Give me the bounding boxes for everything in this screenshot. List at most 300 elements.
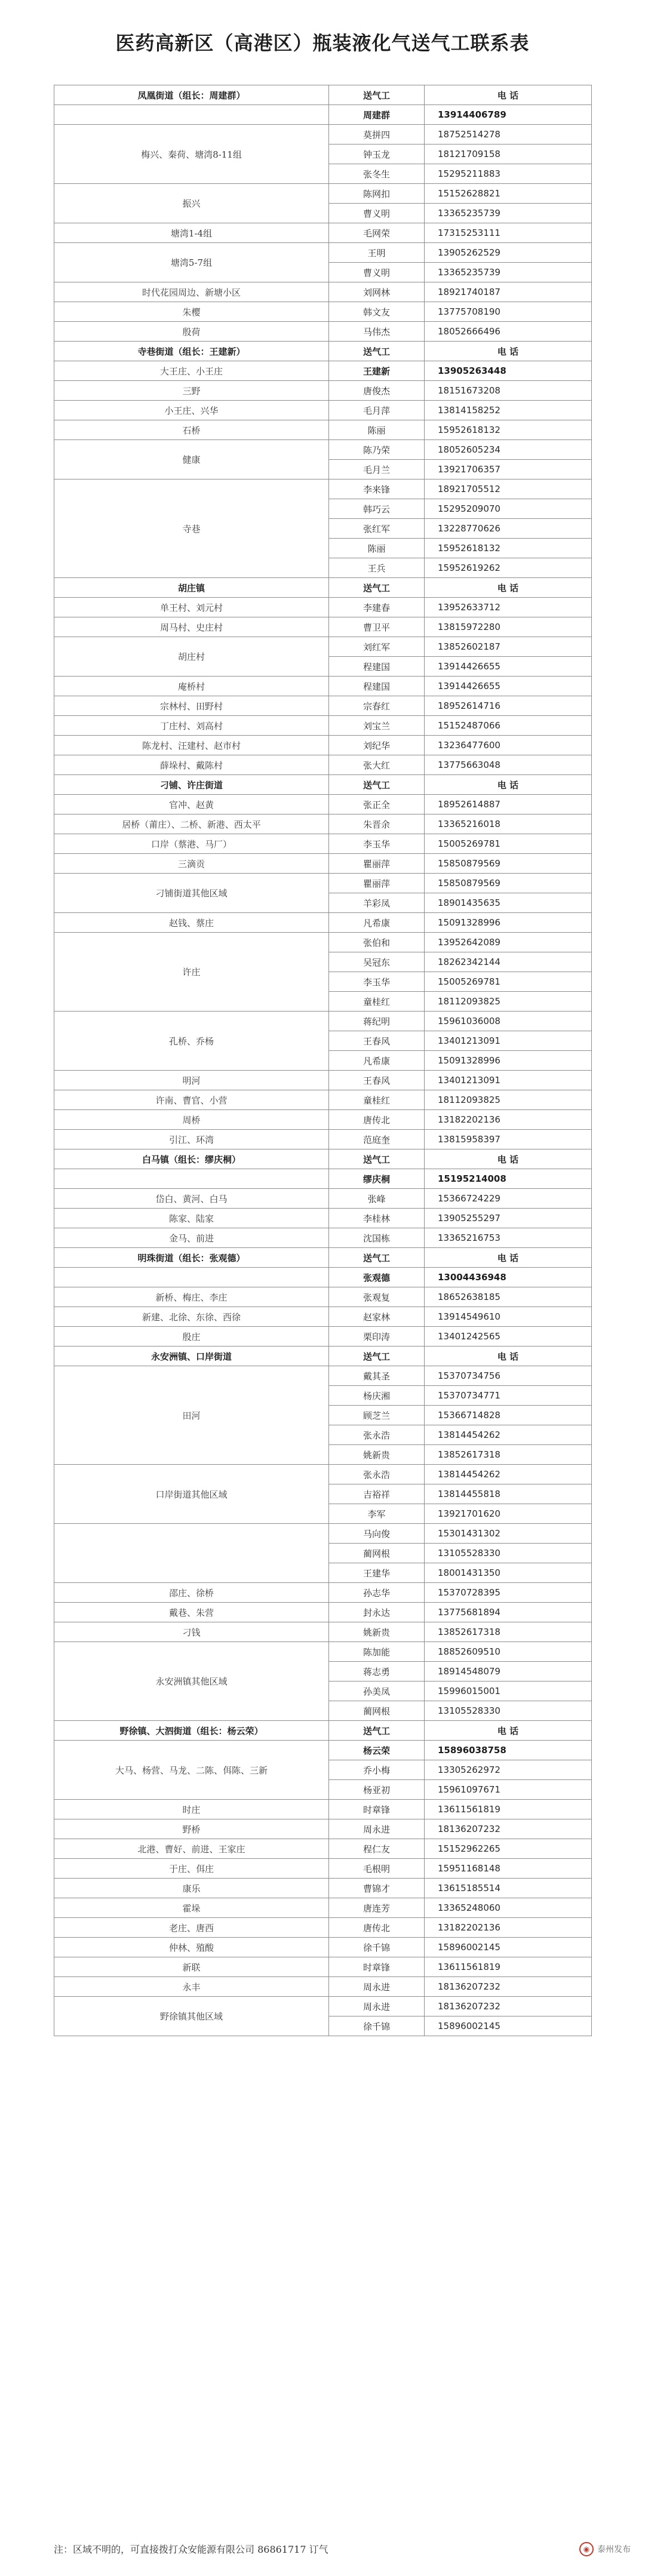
table-row	[54, 361, 592, 381]
section-header-row	[54, 1347, 592, 1366]
phone-cell: 15896002145	[425, 1938, 592, 1957]
phone-cell: 13228770626	[425, 519, 592, 539]
area-cell: 明河	[54, 1071, 329, 1090]
contact-table	[54, 85, 592, 2036]
area-cell: 寺巷	[54, 479, 329, 578]
worker-name-cell: 王春风	[329, 1031, 425, 1051]
table-row	[54, 1879, 592, 1898]
worker-name-cell: 毛月兰	[329, 460, 425, 479]
worker-name-cell: 沈国栋	[329, 1228, 425, 1248]
phone-cell: 18921740187	[425, 282, 592, 302]
phone-cell: 13914426655	[425, 657, 592, 677]
area-cell: 陈家、陆家	[54, 1209, 329, 1228]
table-row	[54, 1859, 592, 1879]
area-cell: 梅兴、秦荷、塘湾8-11组	[54, 125, 329, 184]
table-row	[54, 1228, 592, 1248]
phone-cell: 18151673208	[425, 381, 592, 401]
phone-cell: 13182202136	[425, 1110, 592, 1130]
phone-cell: 13852602187	[425, 637, 592, 657]
worker-name-cell: 姚新贵	[329, 1445, 425, 1465]
table-row	[54, 1366, 592, 1386]
worker-name-cell: 吴冠东	[329, 952, 425, 972]
table-row	[54, 736, 592, 755]
phone-cell: 13305262972	[425, 1760, 592, 1780]
phone-cell: 13236477600	[425, 736, 592, 755]
worker-name-cell: 张大红	[329, 755, 425, 775]
phone-cell: 13952642089	[425, 933, 592, 952]
worker-name-cell: 唐传北	[329, 1918, 425, 1938]
phone-cell: 13814454262	[425, 1425, 592, 1445]
phone-cell: 13611561819	[425, 1800, 592, 1819]
worker-name-cell: 刘纪华	[329, 736, 425, 755]
worker-name-cell: 张峰	[329, 1189, 425, 1209]
phone-cell: 15952619262	[425, 558, 592, 578]
phone-cell: 18136207232	[425, 1977, 592, 1997]
worker-name-cell: 缪庆桐	[329, 1169, 425, 1189]
worker-name-cell: 李玉华	[329, 834, 425, 854]
section-header-phone: 电 话	[425, 1721, 592, 1741]
area-cell: 赵钱、蔡庄	[54, 913, 329, 933]
table-row	[54, 1938, 592, 1957]
phone-cell: 15896038758	[425, 1741, 592, 1760]
worker-name-cell: 王建新	[329, 361, 425, 381]
watermark	[579, 2540, 631, 2558]
phone-cell: 13814454262	[425, 1465, 592, 1484]
phone-cell: 15195214008	[425, 1169, 592, 1189]
area-cell: 北港、曹好、前进、王家庄	[54, 1839, 329, 1859]
area-cell: 周桥	[54, 1110, 329, 1130]
area-cell: 塘湾5-7组	[54, 243, 329, 282]
worker-name-cell: 乔小梅	[329, 1760, 425, 1780]
table-row	[54, 1287, 592, 1307]
table-row	[54, 1130, 592, 1149]
phone-cell: 18901435635	[425, 893, 592, 913]
area-cell: 健康	[54, 440, 329, 479]
area-cell: 小王庄、兴华	[54, 401, 329, 420]
worker-name-cell: 蒋纪明	[329, 1012, 425, 1031]
section-header-name: 送气工	[329, 578, 425, 598]
area-cell: 时庄	[54, 1800, 329, 1819]
area-cell: 新建、北徐、东徐、西徐	[54, 1307, 329, 1327]
area-cell: 野桥	[54, 1819, 329, 1839]
worker-name-cell: 宗春红	[329, 696, 425, 716]
phone-cell: 13365248060	[425, 1898, 592, 1918]
phone-cell: 15370734771	[425, 1386, 592, 1406]
phone-cell: 15850879569	[425, 874, 592, 893]
phone-cell: 15152487066	[425, 716, 592, 736]
phone-cell: 13914426655	[425, 677, 592, 696]
phone-cell: 18112093825	[425, 992, 592, 1012]
worker-name-cell: 钟玉龙	[329, 145, 425, 164]
table-row	[54, 1327, 592, 1347]
area-cell: 引江、环湾	[54, 1130, 329, 1149]
area-cell: 霍垛	[54, 1898, 329, 1918]
phone-cell: 13852617318	[425, 1445, 592, 1465]
phone-cell: 13815972280	[425, 617, 592, 637]
section-header-name: 送气工	[329, 1149, 425, 1169]
phone-cell: 15961097671	[425, 1780, 592, 1800]
worker-name-cell: 时章锋	[329, 1957, 425, 1977]
table-row	[54, 223, 592, 243]
table-row	[54, 1800, 592, 1819]
worker-name-cell: 朱晋余	[329, 814, 425, 834]
area-cell: 三滴贡	[54, 854, 329, 874]
area-cell: 庵桥村	[54, 677, 329, 696]
area-cell: 殷荷	[54, 322, 329, 342]
phone-cell: 18052605234	[425, 440, 592, 460]
table-row	[54, 795, 592, 814]
phone-cell: 13365235739	[425, 263, 592, 282]
phone-cell: 18052666496	[425, 322, 592, 342]
area-cell: 于庄、佴庄	[54, 1859, 329, 1879]
phone-cell: 15295209070	[425, 499, 592, 519]
page-title: 医药高新区（高港区）瓶装液化气送气工联系表	[115, 32, 530, 54]
phone-cell: 15091328996	[425, 1051, 592, 1071]
worker-name-cell: 瞿丽萍	[329, 854, 425, 874]
worker-name-cell: 刘宝兰	[329, 716, 425, 736]
phone-cell: 13365216753	[425, 1228, 592, 1248]
table-row	[54, 1169, 592, 1189]
area-cell: 刁铺街道其他区域	[54, 874, 329, 913]
table-row	[54, 440, 592, 460]
section-header-area: 凤凰街道（组长：周建群）	[54, 85, 329, 105]
phone-cell: 18752514278	[425, 125, 592, 145]
phone-cell: 15996015001	[425, 1682, 592, 1701]
area-cell	[54, 1524, 329, 1583]
table-row	[54, 696, 592, 716]
worker-name-cell: 顾芝兰	[329, 1406, 425, 1425]
phone-cell: 15951168148	[425, 1859, 592, 1879]
worker-name-cell: 张观德	[329, 1268, 425, 1287]
worker-name-cell: 栗印涛	[329, 1327, 425, 1347]
worker-name-cell: 周永进	[329, 1819, 425, 1839]
phone-cell: 15005269781	[425, 972, 592, 992]
table-row	[54, 1741, 592, 1760]
phone-cell: 13775708190	[425, 302, 592, 322]
area-cell: 殷庄	[54, 1327, 329, 1347]
worker-name-cell: 杨亚初	[329, 1780, 425, 1800]
worker-name-cell: 周永进	[329, 1977, 425, 1997]
worker-name-cell: 王春风	[329, 1071, 425, 1090]
table-row	[54, 1524, 592, 1544]
area-cell: 塘湾1-4组	[54, 223, 329, 243]
section-header-row	[54, 1721, 592, 1741]
worker-name-cell: 唐连芳	[329, 1898, 425, 1918]
area-cell: 刁钱	[54, 1622, 329, 1642]
area-cell: 永丰	[54, 1977, 329, 1997]
phone-cell: 15370734756	[425, 1366, 592, 1386]
table-row	[54, 637, 592, 657]
worker-name-cell: 蔺网根	[329, 1544, 425, 1563]
phone-cell: 18914548079	[425, 1662, 592, 1682]
phone-cell: 13365216018	[425, 814, 592, 834]
phone-cell: 13182202136	[425, 1918, 592, 1938]
table-row	[54, 184, 592, 204]
area-cell: 野徐镇其他区域	[54, 1997, 329, 2036]
area-cell: 新桥、梅庄、李庄	[54, 1287, 329, 1307]
worker-name-cell: 李建春	[329, 598, 425, 617]
area-cell: 田河	[54, 1366, 329, 1465]
worker-name-cell: 羊彩凤	[329, 893, 425, 913]
table-row	[54, 322, 592, 342]
worker-name-cell: 张正全	[329, 795, 425, 814]
table-row	[54, 874, 592, 893]
phone-cell: 13905255297	[425, 1209, 592, 1228]
phone-cell: 18001431350	[425, 1563, 592, 1583]
section-header-area: 寺巷街道（组长：王建新）	[54, 342, 329, 361]
worker-name-cell: 凡希康	[329, 1051, 425, 1071]
phone-cell: 15961036008	[425, 1012, 592, 1031]
worker-name-cell: 瞿丽萍	[329, 874, 425, 893]
watermark-logo-icon: ◉	[579, 2542, 594, 2556]
area-cell	[54, 1169, 329, 1189]
worker-name-cell: 曹义明	[329, 263, 425, 282]
worker-name-cell: 王建华	[329, 1563, 425, 1583]
area-cell: 胡庄村	[54, 637, 329, 677]
phone-cell: 13615185514	[425, 1879, 592, 1898]
watermark-label: 泰州发布	[597, 2545, 631, 2555]
phone-cell: 18136207232	[425, 1997, 592, 2016]
table-row	[54, 1839, 592, 1859]
worker-name-cell: 刘红军	[329, 637, 425, 657]
worker-name-cell: 毛网荣	[329, 223, 425, 243]
worker-name-cell: 戴其圣	[329, 1366, 425, 1386]
phone-cell: 18852609510	[425, 1642, 592, 1662]
area-cell: 许庄	[54, 933, 329, 1012]
phone-cell: 13775663048	[425, 755, 592, 775]
phone-cell: 13401213091	[425, 1071, 592, 1090]
worker-name-cell: 蒋志勇	[329, 1662, 425, 1682]
worker-name-cell: 曹义明	[329, 204, 425, 223]
table-row	[54, 1189, 592, 1209]
worker-name-cell: 陈乃荣	[329, 440, 425, 460]
worker-name-cell: 张永浩	[329, 1425, 425, 1445]
phone-cell: 15952618132	[425, 420, 592, 440]
phone-cell: 13105528330	[425, 1701, 592, 1721]
worker-name-cell: 张观复	[329, 1287, 425, 1307]
phone-cell: 13952633712	[425, 598, 592, 617]
worker-name-cell: 程仁友	[329, 1839, 425, 1859]
worker-name-cell: 张永浩	[329, 1465, 425, 1484]
worker-name-cell: 韩巧云	[329, 499, 425, 519]
worker-name-cell: 王明	[329, 243, 425, 263]
phone-cell: 15366724229	[425, 1189, 592, 1209]
table-row	[54, 1583, 592, 1603]
worker-name-cell: 凡希康	[329, 913, 425, 933]
section-header-area: 明珠街道（组长：张观德）	[54, 1248, 329, 1268]
phone-cell: 13905263448	[425, 361, 592, 381]
worker-name-cell: 周建群	[329, 105, 425, 125]
area-cell	[54, 105, 329, 125]
phone-cell: 13814158252	[425, 401, 592, 420]
phone-cell: 15295211883	[425, 164, 592, 184]
section-header-phone: 电 话	[425, 342, 592, 361]
table-row	[54, 420, 592, 440]
area-cell: 老庄、唐西	[54, 1918, 329, 1938]
worker-name-cell: 孙志华	[329, 1583, 425, 1603]
section-header-phone: 电 话	[425, 85, 592, 105]
worker-name-cell: 李来锋	[329, 479, 425, 499]
table-row	[54, 401, 592, 420]
section-header-phone: 电 话	[425, 1347, 592, 1366]
worker-name-cell: 张冬生	[329, 164, 425, 184]
worker-name-cell: 马伟杰	[329, 322, 425, 342]
phone-cell: 15005269781	[425, 834, 592, 854]
section-header-phone: 电 话	[425, 578, 592, 598]
section-header-phone: 电 话	[425, 775, 592, 795]
table-row	[54, 834, 592, 854]
table-row	[54, 1997, 592, 2016]
table-row	[54, 1603, 592, 1622]
section-header-area: 刁铺、许庄街道	[54, 775, 329, 795]
worker-name-cell: 赵家林	[329, 1307, 425, 1327]
phone-cell: 15152962265	[425, 1839, 592, 1859]
phone-cell: 13401213091	[425, 1031, 592, 1051]
phone-cell: 15091328996	[425, 913, 592, 933]
phone-cell: 13401242565	[425, 1327, 592, 1347]
worker-name-cell: 陈丽	[329, 539, 425, 558]
section-header-name: 送气工	[329, 342, 425, 361]
worker-name-cell: 毛根明	[329, 1859, 425, 1879]
area-cell: 永安洲镇其他区域	[54, 1642, 329, 1721]
table-row	[54, 1622, 592, 1642]
worker-name-cell: 范庭奎	[329, 1130, 425, 1149]
section-header-phone: 电 话	[425, 1248, 592, 1268]
section-header-area: 野徐镇、大泗街道（组长：杨云荣）	[54, 1721, 329, 1741]
phone-cell: 13852617318	[425, 1622, 592, 1642]
phone-cell: 13814455818	[425, 1484, 592, 1504]
contact-table-body	[54, 85, 592, 2036]
phone-cell: 13921701620	[425, 1504, 592, 1524]
table-row	[54, 1268, 592, 1287]
table-row	[54, 755, 592, 775]
area-cell: 陈龙村、汪建村、赵市村	[54, 736, 329, 755]
worker-name-cell: 李桂林	[329, 1209, 425, 1228]
phone-cell: 18921705512	[425, 479, 592, 499]
area-cell: 宗林村、田野村	[54, 696, 329, 716]
area-cell: 金马、前进	[54, 1228, 329, 1248]
contact-table-container	[54, 85, 591, 2036]
section-header-name: 送气工	[329, 85, 425, 105]
area-cell: 口岸街道其他区域	[54, 1465, 329, 1524]
area-cell: 大马、杨营、马龙、二陈、佴陈、三新	[54, 1741, 329, 1800]
worker-name-cell: 王兵	[329, 558, 425, 578]
worker-name-cell: 李军	[329, 1504, 425, 1524]
table-row	[54, 125, 592, 145]
section-header-row	[54, 342, 592, 361]
phone-cell: 18652638185	[425, 1287, 592, 1307]
section-header-phone: 电 话	[425, 1149, 592, 1169]
phone-cell: 15366714828	[425, 1406, 592, 1425]
worker-name-cell: 张红军	[329, 519, 425, 539]
table-row	[54, 617, 592, 637]
worker-name-cell: 徐千锦	[329, 2016, 425, 2036]
area-cell: 薛垛村、戴陈村	[54, 755, 329, 775]
table-row	[54, 598, 592, 617]
table-row	[54, 854, 592, 874]
table-row	[54, 105, 592, 125]
area-cell: 口岸（蔡港、马厂）	[54, 834, 329, 854]
table-row	[54, 933, 592, 952]
section-header-row	[54, 775, 592, 795]
worker-name-cell: 时章锋	[329, 1800, 425, 1819]
phone-cell: 17315253111	[425, 223, 592, 243]
phone-cell: 13004436948	[425, 1268, 592, 1287]
phone-cell: 18121709158	[425, 145, 592, 164]
table-row	[54, 913, 592, 933]
phone-cell: 13921706357	[425, 460, 592, 479]
section-header-row	[54, 1248, 592, 1268]
area-cell: 三野	[54, 381, 329, 401]
worker-name-cell: 曹卫平	[329, 617, 425, 637]
section-header-name: 送气工	[329, 1248, 425, 1268]
table-row	[54, 1918, 592, 1938]
worker-name-cell: 杨庆湘	[329, 1386, 425, 1406]
area-cell: 官冲、赵黄	[54, 795, 329, 814]
table-row	[54, 1071, 592, 1090]
phone-cell: 13914406789	[425, 105, 592, 125]
table-row	[54, 1977, 592, 1997]
phone-cell: 13815958397	[425, 1130, 592, 1149]
worker-name-cell: 唐传北	[329, 1110, 425, 1130]
area-cell: 许南、曹官、小营	[54, 1090, 329, 1110]
phone-cell: 15152628821	[425, 184, 592, 204]
worker-name-cell: 姚新贵	[329, 1622, 425, 1642]
worker-name-cell: 刘网林	[329, 282, 425, 302]
area-cell	[54, 1268, 329, 1287]
table-row	[54, 1819, 592, 1839]
area-cell: 石桥	[54, 420, 329, 440]
phone-cell: 18952614716	[425, 696, 592, 716]
table-row	[54, 1090, 592, 1110]
phone-cell: 13365235739	[425, 204, 592, 223]
worker-name-cell: 周永进	[329, 1997, 425, 2016]
worker-name-cell: 毛月萍	[329, 401, 425, 420]
table-row	[54, 1898, 592, 1918]
section-header-row	[54, 85, 592, 105]
area-cell: 丁庄村、刘高村	[54, 716, 329, 736]
worker-name-cell: 马向俊	[329, 1524, 425, 1544]
worker-name-cell: 吉裕祥	[329, 1484, 425, 1504]
phone-cell: 13914549610	[425, 1307, 592, 1327]
phone-cell: 13775681894	[425, 1603, 592, 1622]
area-cell: 单王村、刘元村	[54, 598, 329, 617]
area-cell: 戴巷、朱营	[54, 1603, 329, 1622]
phone-cell: 15370728395	[425, 1583, 592, 1603]
table-row	[54, 282, 592, 302]
worker-name-cell: 陈加能	[329, 1642, 425, 1662]
phone-cell: 15952618132	[425, 539, 592, 558]
table-row	[54, 716, 592, 736]
table-row	[54, 1209, 592, 1228]
worker-name-cell: 徐千锦	[329, 1938, 425, 1957]
table-row	[54, 1957, 592, 1977]
area-cell: 居桥（莆庄）、二桥、新港、西太平	[54, 814, 329, 834]
section-header-area: 永安洲镇、口岸街道	[54, 1347, 329, 1366]
table-row	[54, 243, 592, 263]
worker-name-cell: 程建国	[329, 657, 425, 677]
table-row	[54, 479, 592, 499]
worker-name-cell: 童桂红	[329, 992, 425, 1012]
section-header-area: 白马镇（组长：缪庆桐）	[54, 1149, 329, 1169]
area-cell: 周马村、史庄村	[54, 617, 329, 637]
table-row	[54, 1110, 592, 1130]
worker-name-cell: 莫拼四	[329, 125, 425, 145]
table-row	[54, 1642, 592, 1662]
worker-name-cell: 曹锦才	[329, 1879, 425, 1898]
phone-cell: 15896002145	[425, 2016, 592, 2036]
phone-cell: 13611561819	[425, 1957, 592, 1977]
